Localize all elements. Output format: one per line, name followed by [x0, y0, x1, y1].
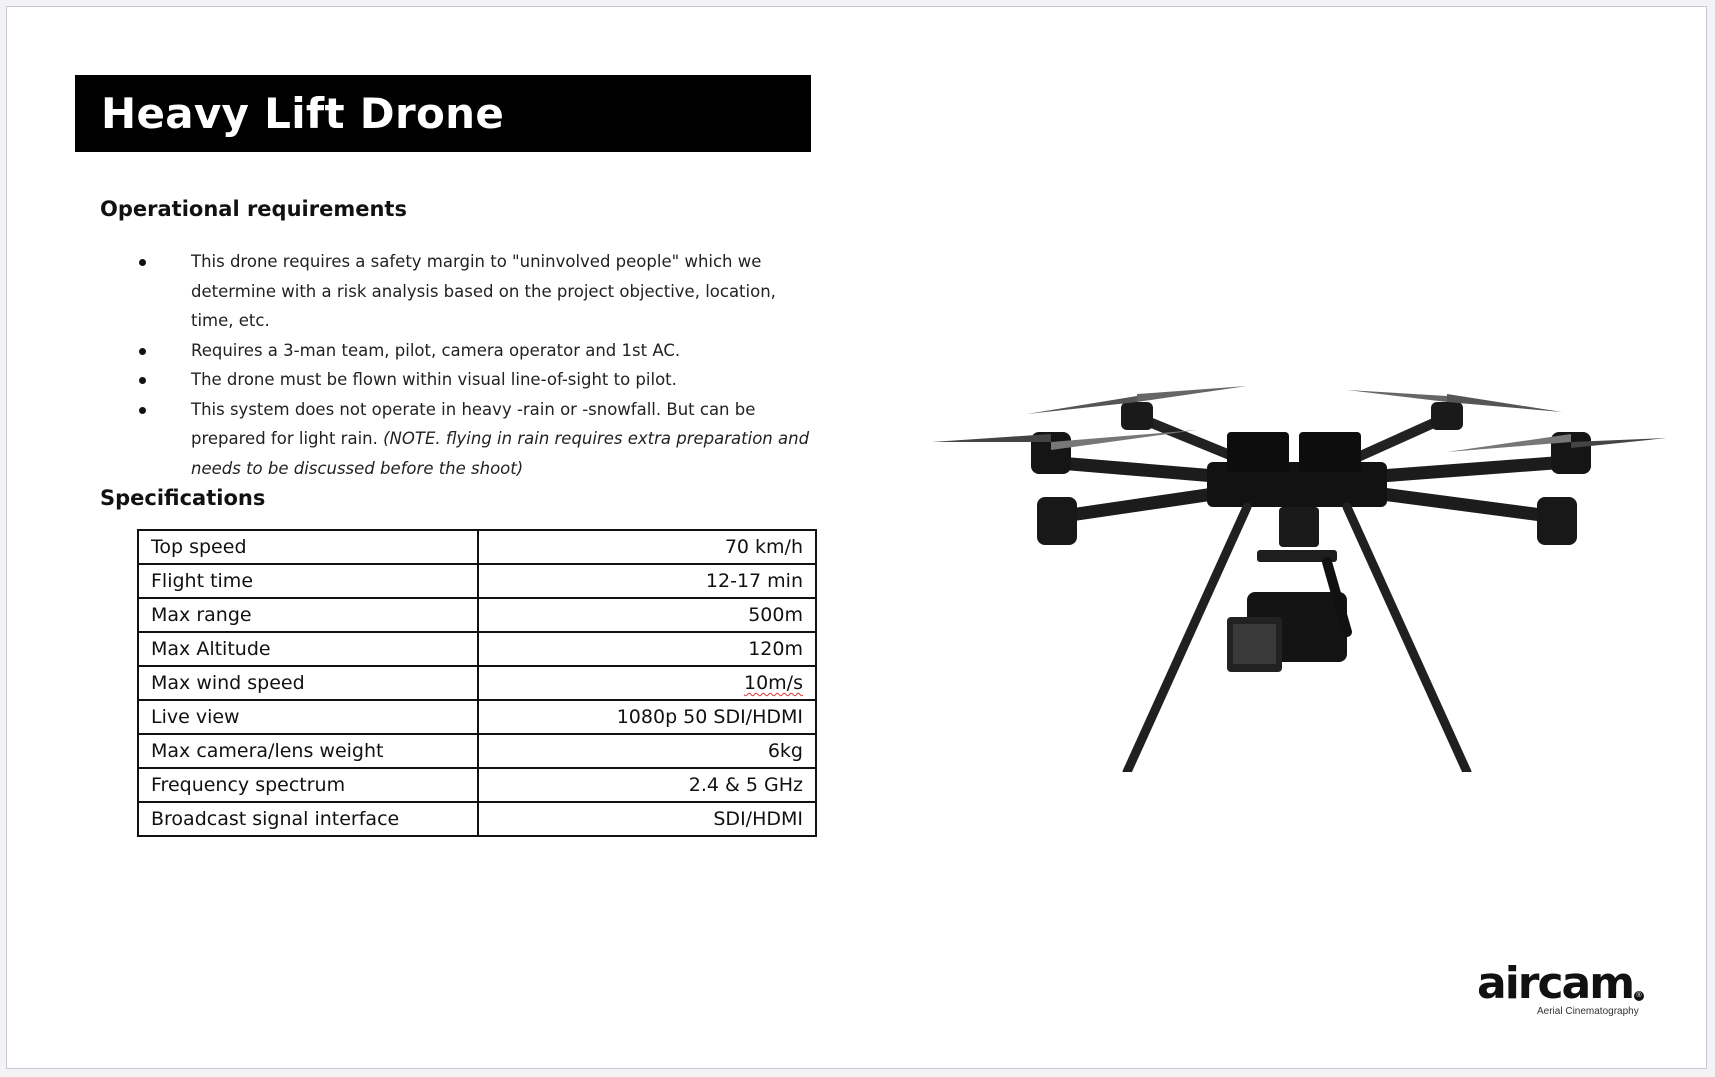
table-row	[138, 768, 816, 802]
rotor-lower-right	[1537, 497, 1577, 545]
slide	[6, 6, 1707, 1069]
spec-label: Frequency spectrum	[138, 768, 478, 802]
list-item	[127, 365, 817, 395]
registered-mark: ®	[1634, 991, 1644, 1001]
spec-value	[478, 666, 816, 700]
battery-left	[1227, 432, 1289, 472]
specifications-table	[137, 529, 817, 837]
table-row	[138, 530, 816, 564]
rotor-back-left	[1027, 386, 1247, 430]
list-item	[127, 336, 817, 366]
list-item-note: (NOTE. flying in rain requires extra preparation and needs to be discussed before the shoot)	[191, 429, 810, 478]
table-row	[138, 700, 816, 734]
requirements-list	[127, 247, 817, 483]
list-item-text: This system does not operate in heavy -rain or -snowfall. But can be prepared for light rain.	[191, 399, 756, 448]
spelling-underline: 10m/s	[744, 672, 803, 694]
battery-right	[1299, 432, 1361, 472]
spec-label: Broadcast signal interface	[138, 802, 478, 836]
logo-tagline: Aerial Cinematography	[1537, 1006, 1639, 1017]
spec-value: 2.4 & 5 GHz	[478, 768, 816, 802]
specifications-heading: Specifications	[100, 486, 266, 510]
spec-value: 12-17 min	[478, 564, 816, 598]
logo-wordmark: aircam	[1477, 958, 1634, 1009]
rotor-lower-left	[1037, 497, 1077, 545]
table-row	[138, 598, 816, 632]
table-row	[138, 564, 816, 598]
bullet-icon	[139, 377, 146, 384]
spec-label: Max range	[138, 598, 478, 632]
spec-label: Max Altitude	[138, 632, 478, 666]
rotor-back-right	[1347, 390, 1562, 430]
operational-heading: Operational requirements	[100, 197, 407, 221]
list-item-text: This drone requires a safety margin to "uninvolved people" which we determine with a risk analysis based on the project objective, location, time, etc.	[191, 252, 776, 330]
bullet-icon	[139, 348, 146, 355]
aircam-logo	[1477, 958, 1647, 1022]
spec-value: 6kg	[478, 734, 816, 768]
table-row	[138, 802, 816, 836]
list-item-text: The drone must be flown within visual line-of-sight to pilot.	[191, 370, 677, 389]
drone-image	[927, 372, 1667, 772]
list-item	[127, 395, 817, 484]
spec-value: 500m	[478, 598, 816, 632]
table-row	[138, 666, 816, 700]
title-bar	[75, 75, 811, 152]
bullet-icon	[139, 407, 146, 414]
spec-label: Max wind speed	[138, 666, 478, 700]
spec-value: 70 km/h	[478, 530, 816, 564]
spec-value: 1080p 50 SDI/HDMI	[478, 700, 816, 734]
spec-value: SDI/HDMI	[478, 802, 816, 836]
list-item-text: Requires a 3-man team, pilot, camera operator and 1st AC.	[191, 340, 681, 360]
page-title: Heavy Lift Drone	[101, 89, 505, 138]
table-row	[138, 632, 816, 666]
spec-label: Top speed	[138, 530, 478, 564]
gimbal-mount	[1279, 507, 1319, 547]
spec-label: Flight time	[138, 564, 478, 598]
list-item	[127, 247, 817, 336]
spec-label: Live view	[138, 700, 478, 734]
bullet-icon	[139, 259, 146, 266]
spec-label: Max camera/lens weight	[138, 734, 478, 768]
camera-lens	[1233, 624, 1276, 664]
spec-value: 120m	[478, 632, 816, 666]
table-row	[138, 734, 816, 768]
drone-arms-back	[1137, 417, 1447, 462]
